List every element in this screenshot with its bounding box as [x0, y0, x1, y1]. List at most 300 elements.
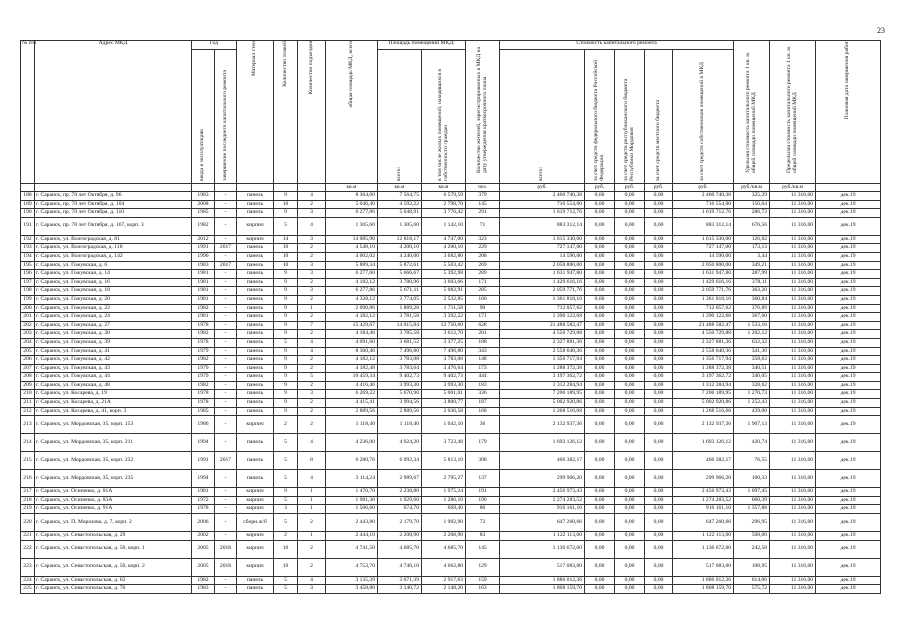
cell-residents: 190 — [466, 496, 500, 505]
cell-wall-material: панель — [237, 270, 274, 279]
cell-floors: 2 — [274, 532, 298, 541]
cell-year-last-repair: - — [215, 356, 237, 365]
cell-max-cost: 11 316,00 — [770, 505, 816, 514]
cell-owners-funds: 1 619 712,76 — [673, 209, 734, 218]
cell-entrances: 4 — [298, 347, 326, 356]
cell-rep-budget: 0,00 — [615, 407, 645, 416]
cell-rep-budget: 0,00 — [615, 505, 645, 514]
cell-fed-budget: 0,00 — [585, 244, 615, 253]
cell-local-budget: 0,00 — [645, 434, 673, 452]
cell-rep-budget: 0,00 — [615, 321, 645, 330]
cell-plan-date: дек.19 — [816, 347, 881, 356]
cell-cost-total: 4 550 729,88 — [500, 330, 585, 339]
cell-plan-date: дек.19 — [816, 244, 881, 253]
cell-plan-date: дек.19 — [816, 373, 881, 382]
cell-max-cost: 11 316,00 — [770, 200, 816, 209]
cell-year-last-repair: - — [215, 278, 237, 287]
cell-max-cost: 11 316,00 — [770, 381, 816, 390]
table-row — [21, 399, 881, 408]
cell-max-cost: 11 316,00 — [770, 416, 816, 434]
cell-fed-budget: 0,00 — [585, 399, 615, 408]
cell-area-residential: 2 036,58 — [422, 407, 466, 416]
cell-area-residential: 3 800,77 — [422, 399, 466, 408]
cell-area-all: 4 592,22 — [378, 200, 422, 209]
cell-cost-total: 1 886 012,36 — [500, 576, 585, 585]
cell-plan-date: дек.19 — [816, 416, 881, 434]
cell-fed-budget: 0,00 — [585, 217, 615, 235]
cell-plan-date: дек.19 — [816, 470, 881, 488]
unit-cell: кв.м — [422, 184, 466, 192]
cell-max-cost: 11 316,00 — [770, 338, 816, 347]
cell-rep-budget: 0,00 — [615, 192, 645, 201]
cell-wall-material: панель — [237, 585, 274, 594]
cell-owners-funds: 1 136 672,00 — [673, 540, 734, 558]
cell-entrances: 1 — [298, 532, 326, 541]
cell-floors: 9 — [274, 192, 298, 201]
cell-local-budget: 0,00 — [645, 313, 673, 322]
cell-residents: 166 — [466, 295, 500, 304]
cell-max-cost: 11 316,00 — [770, 576, 816, 585]
cell-owners-funds: 1 429 616,16 — [673, 278, 734, 287]
unit-cell: кв.м — [326, 184, 378, 192]
cell-year-last-repair: - — [215, 200, 237, 209]
table-row — [21, 576, 881, 585]
cell-address: г. Саранск, ул. Гожувская, д. 30 — [35, 330, 192, 339]
cell-floors: 9 — [274, 295, 298, 304]
cell-floors: 9 — [274, 373, 298, 382]
cell-max-cost: 11 316,00 — [770, 407, 816, 416]
cell-total-area: 3 135,39 — [326, 576, 378, 585]
cell-residents: 148 — [466, 356, 500, 365]
cell-year-commission: 2005 — [192, 558, 215, 576]
cell-plan-date: дек.19 — [816, 540, 881, 558]
cell-entrances: 2 — [298, 330, 326, 339]
cell-row-num: 218 — [21, 496, 35, 505]
cell-max-cost: 11 316,00 — [770, 514, 816, 532]
header-area-all: всего: — [378, 50, 422, 184]
cell-fed-budget: 0,00 — [585, 576, 615, 585]
cell-entrances: 2 — [298, 244, 326, 253]
cell-floors: 5 — [274, 514, 298, 532]
cell-entrances: 3 — [298, 585, 326, 594]
cell-owners-funds: 727 147,00 — [673, 244, 734, 253]
cell-wall-material: панель — [237, 338, 274, 347]
cell-total-area: 15 429,67 — [326, 321, 378, 330]
cell-address: г. Саранск, ул. Гожувская, д. 18 — [35, 287, 192, 296]
cell-plan-date: дек.19 — [816, 330, 881, 339]
cell-year-last-repair: - — [215, 287, 237, 296]
cell-max-cost: 11 316,00 — [770, 488, 816, 497]
cell-row-num: 205 — [21, 347, 35, 356]
cell-fed-budget: 0,00 — [585, 330, 615, 339]
cell-plan-date: дек.19 — [816, 532, 881, 541]
cell-owners-funds: 5 002 920,86 — [673, 399, 734, 408]
cell-address: г. Саранск, ул. Осипенко, д. 91А — [35, 505, 192, 514]
cell-local-budget: 0,00 — [645, 416, 673, 434]
cell-area-all: 9 402,73 — [378, 373, 422, 382]
cell-row-num: 194 — [21, 252, 35, 261]
cell-owners-funds: 2 050 800,00 — [673, 261, 734, 270]
cell-cost-total: 2 327 881,36 — [500, 338, 585, 347]
cell-wall-material: панель — [237, 252, 274, 261]
cell-owners-funds: 2 327 881,36 — [673, 338, 734, 347]
cell-rep-budget: 0,00 — [615, 304, 645, 313]
cell-entrances: 2 — [298, 295, 326, 304]
cell-cost-total: 1 312 284,94 — [500, 381, 585, 390]
header-area-residential: в том числе жилых помещений, находящихся в собственности граждан — [422, 50, 466, 184]
cell-unit-cost: 508,00 — [734, 532, 770, 541]
cell-local-budget: 0,00 — [645, 295, 673, 304]
cell-local-budget: 0,00 — [645, 452, 673, 470]
table-row — [21, 505, 881, 514]
cell-residents: 628 — [466, 321, 500, 330]
cell-area-residential: 3 392,22 — [422, 313, 466, 322]
cell-total-area: 8 364,60 — [326, 192, 378, 201]
cell-total-area: 4 184,46 — [326, 330, 378, 339]
cell-max-cost: 11 316,00 — [770, 235, 816, 244]
cell-max-cost: 11 316,00 — [770, 304, 816, 313]
cell-year-last-repair: - — [215, 390, 237, 399]
cell-plan-date: дек.19 — [816, 488, 881, 497]
cell-wall-material: панель — [237, 434, 274, 452]
cell-residents: 83 — [466, 532, 500, 541]
cell-floors: 10 — [274, 261, 298, 270]
cell-area-all: 3 783,64 — [378, 364, 422, 373]
cell-floors: 9 — [274, 356, 298, 365]
unit-cell: руб. — [500, 184, 585, 192]
cell-cost-total: 1 631 947,80 — [500, 270, 585, 279]
cell-total-area: 4 182,12 — [326, 313, 378, 322]
cell-area-residential: 7 496,80 — [422, 347, 466, 356]
cell-local-budget: 0,00 — [645, 217, 673, 235]
table-row — [21, 381, 881, 390]
cell-cost-total: 712 057,62 — [500, 304, 585, 313]
cell-row-num: 197 — [21, 278, 35, 287]
cell-row-num: 220 — [21, 514, 35, 532]
cell-cost-total: 517 083,00 — [500, 558, 585, 576]
table-row — [21, 532, 881, 541]
cell-year-last-repair: - — [215, 338, 237, 347]
cell-address: г. Саранск, пр. 70 лет Октября, д. 96 — [35, 192, 192, 201]
cell-floors: 9 — [274, 287, 298, 296]
cell-unit-cost: 126,02 — [734, 235, 770, 244]
cell-local-budget: 0,00 — [645, 235, 673, 244]
header-residents: Количество жителей, зарегистрированных в МКД на дату утверждения краткосрочного плана — [466, 41, 500, 184]
cell-rep-budget: 0,00 — [615, 452, 645, 470]
cell-row-num: 204 — [21, 338, 35, 347]
cell-plan-date: дек.19 — [816, 200, 881, 209]
cell-plan-date: дек.19 — [816, 304, 881, 313]
cell-wall-material: панель — [237, 261, 274, 270]
header-owners-funds: за счет средств собственников помещений в МКД — [673, 50, 734, 184]
cell-fed-budget: 0,00 — [585, 488, 615, 497]
cell-year-last-repair: 2017 — [215, 261, 237, 270]
cell-residents: 183 — [466, 381, 500, 390]
cell-address: г. Саранск, ул. Гожувская, д. 16 — [35, 278, 192, 287]
cell-total-area: 4 741,50 — [326, 540, 378, 558]
cell-residents: 291 — [466, 209, 500, 218]
cell-area-all: 1 889,28 — [378, 304, 422, 313]
cell-residents: 145 — [466, 540, 500, 558]
cell-total-area: 3 114,24 — [326, 470, 378, 488]
cell-floors: 5 — [274, 434, 298, 452]
cell-year-commission: 2005 — [192, 540, 215, 558]
cell-residents: 171 — [466, 313, 500, 322]
cell-residents: 179 — [466, 434, 500, 452]
cell-cost-total: 647 260,66 — [500, 514, 585, 532]
cell-max-cost: 11 316,00 — [770, 373, 816, 382]
cell-area-all: 3 783,08 — [378, 356, 422, 365]
cell-max-cost: 11 316,00 — [770, 192, 816, 201]
cell-owners-funds: 14 590,00 — [673, 252, 734, 261]
unit-cell: руб. — [585, 184, 615, 192]
cell-wall-material: кирпич — [237, 532, 274, 541]
cell-owners-funds: 517 083,00 — [673, 558, 734, 576]
cell-year-last-repair: - — [215, 313, 237, 322]
cell-address: г. Саранск, ул. Севастопольская, д. 50, корп. 2 — [35, 558, 192, 576]
cell-row-num: 189 — [21, 200, 35, 209]
cell-row-num: 188 — [21, 192, 35, 201]
cell-residents: 336 — [466, 390, 500, 399]
cell-year-commission: 2008 — [192, 200, 215, 209]
cell-cost-total: 14 590,00 — [500, 252, 585, 261]
cell-unit-cost: 3,44 — [734, 252, 770, 261]
table-row — [21, 347, 881, 356]
cell-year-commission: 1978 — [192, 399, 215, 408]
cell-floors: 9 — [274, 399, 298, 408]
cell-unit-cost: 363,20 — [734, 287, 770, 296]
cell-residents: 343 — [466, 347, 500, 356]
unit-cell: руб. — [673, 184, 734, 192]
cell-year-commission: 1978 — [192, 505, 215, 514]
cell-year-commission: 1982 — [192, 356, 215, 365]
cell-address: г. Саранск, ул. Гожувская, д. 43 — [35, 364, 192, 373]
table-row — [21, 558, 881, 576]
cell-owners-funds: 1 274 283,52 — [673, 496, 734, 505]
cell-year-last-repair: - — [215, 364, 237, 373]
cell-total-area: 4 236,00 — [326, 434, 378, 452]
cell-plan-date: дек.19 — [816, 514, 881, 532]
cell-total-area: 2 443,80 — [326, 514, 378, 532]
cell-area-residential: 5 503,42 — [422, 261, 466, 270]
cell-year-last-repair: 2018 — [215, 540, 237, 558]
cell-cost-total: 21 488 582,47 — [500, 321, 585, 330]
cell-residents: 72 — [466, 514, 500, 532]
cell-max-cost: 11 316,00 — [770, 496, 816, 505]
cell-residents: 308 — [466, 452, 500, 470]
cell-year-commission: 1986 — [192, 416, 215, 434]
cell-fed-budget: 0,00 — [585, 261, 615, 270]
cell-plan-date: дек.19 — [816, 381, 881, 390]
cell-rep-budget: 0,00 — [615, 558, 645, 576]
cell-total-area: 4 182,48 — [326, 364, 378, 373]
cell-local-budget: 0,00 — [645, 287, 673, 296]
cell-year-last-repair: - — [215, 434, 237, 452]
cell-total-area: 4 415,41 — [326, 399, 378, 408]
cell-entrances: 3 — [298, 287, 326, 296]
cell-area-all: 3 071,39 — [378, 576, 422, 585]
cell-area-residential: 2 795,27 — [422, 470, 466, 488]
header-rep-budget: за счет средств республиканского бюджета Республики Мордовия — [615, 50, 645, 184]
cell-rep-budget: 0,00 — [615, 532, 645, 541]
cell-local-budget: 0,00 — [645, 488, 673, 497]
cell-row-num: 200 — [21, 304, 35, 313]
cell-wall-material: панель — [237, 356, 274, 365]
cell-area-all: 4 240,00 — [378, 252, 422, 261]
cell-cost-total: 916 161,10 — [500, 505, 585, 514]
cell-max-cost: 11 316,00 — [770, 540, 816, 558]
cell-year-last-repair: 2018 — [215, 558, 237, 576]
cell-rep-budget: 0,00 — [615, 200, 645, 209]
cell-address: г. Саранск, ул. Гожувская, д. 14 — [35, 270, 192, 279]
cell-address: г. Саранск, ул. Гожувская, д. 39 — [35, 338, 192, 347]
table-row — [21, 452, 881, 470]
cell-area-all: 2 208,90 — [378, 532, 422, 541]
cell-owners-funds: 21 488 582,47 — [673, 321, 734, 330]
cell-residents: 137 — [466, 470, 500, 488]
table-row — [21, 488, 881, 497]
cell-rep-budget: 0,00 — [615, 514, 645, 532]
cell-cost-total: 1 136 672,00 — [500, 540, 585, 558]
cell-address: г. Саранск, ул. Гожувская, д. 24 — [35, 313, 192, 322]
cell-plan-date: дек.19 — [816, 295, 881, 304]
cell-area-residential: 669,40 — [422, 505, 466, 514]
cell-cost-total: 299 966,20 — [500, 470, 585, 488]
cell-rep-budget: 0,00 — [615, 373, 645, 382]
cell-year-last-repair: - — [215, 330, 237, 339]
cell-owners-funds: 712 057,62 — [673, 304, 734, 313]
unit-cell: руб./кв.м — [734, 184, 770, 192]
cell-owners-funds: 1 122 113,00 — [673, 532, 734, 541]
cell-area-residential: 1 142,10 — [422, 217, 466, 235]
cell-plan-date: дек.19 — [816, 278, 881, 287]
cell-cost-total: 2 132 937,36 — [500, 416, 585, 434]
cell-plan-date: дек.19 — [816, 287, 881, 296]
cell-cost-total: 1 356 717,94 — [500, 356, 585, 365]
cell-year-commission: 1983 — [192, 192, 215, 201]
cell-residents: 171 — [466, 278, 500, 287]
cell-unit-cost: 325,29 — [734, 192, 770, 201]
cell-plan-date: дек.19 — [816, 505, 881, 514]
table-row — [21, 540, 881, 558]
cell-fed-budget: 0,00 — [585, 295, 615, 304]
cell-residents: 201 — [466, 330, 500, 339]
cell-area-all: 3 994,56 — [378, 399, 422, 408]
cell-local-budget: 0,00 — [645, 270, 673, 279]
cell-entrances: 4 — [298, 434, 326, 452]
cell-address: г. Саранск, пр. 70 лет Октября, д. 110 — [35, 209, 192, 218]
cell-fed-budget: 0,00 — [585, 313, 615, 322]
cell-max-cost: 11 316,00 — [770, 390, 816, 399]
cell-wall-material: кирпич — [237, 416, 274, 434]
cell-area-all: 5 671,11 — [378, 287, 422, 296]
cell-area-residential: 5 082,91 — [422, 287, 466, 296]
cell-row-num: 193 — [21, 244, 35, 253]
header-year-commission: ввода в эксплуатацию — [192, 50, 215, 184]
table-row — [21, 434, 881, 452]
cell-area-residential: 5 001,01 — [422, 390, 466, 399]
cell-plan-date: дек.19 — [816, 558, 881, 576]
cell-fed-budget: 0,00 — [585, 192, 615, 201]
cell-row-num: 219 — [21, 505, 35, 514]
cell-address: г. Саранск, ул. Осипенко, д. 83А — [35, 496, 192, 505]
cell-year-last-repair: - — [215, 252, 237, 261]
cell-row-num: 196 — [21, 270, 35, 279]
header-year-last-repair: завершение последнего капитального ремонта — [215, 50, 237, 184]
cell-year-commission: 1979 — [192, 373, 215, 382]
cell-max-cost: 11 316,00 — [770, 295, 816, 304]
cell-wall-material: панель — [237, 244, 274, 253]
cell-wall-material: панель — [237, 321, 274, 330]
cell-rep-budget: 0,00 — [615, 540, 645, 558]
cell-entrances: 4 — [298, 217, 326, 235]
cell-max-cost: 11 316,00 — [770, 470, 816, 488]
header-max-cost: Предельная стоимость капитального ремонта 1 кв. м. общей площади помещений МКД — [770, 41, 816, 184]
cell-local-budget: 0,00 — [645, 252, 673, 261]
header-fed-budget: за счет средств федерального бюджета Российской Федерации — [585, 50, 615, 184]
cell-year-commission: 1982 — [192, 304, 215, 313]
cell-address: г. Саранск, ул. Волгоградская, д. 81 — [35, 235, 192, 244]
cell-floors: 10 — [274, 200, 298, 209]
cell-total-area: 2 444,10 — [326, 532, 378, 541]
cell-area-all: 5 670,90 — [378, 390, 422, 399]
cell-fed-budget: 0,00 — [585, 407, 615, 416]
table-row — [21, 585, 881, 594]
cell-floors: 10 — [274, 244, 298, 253]
cell-local-budget: 0,00 — [645, 381, 673, 390]
cell-entrances: 2 — [298, 399, 326, 408]
cell-total-area: 10 459,34 — [326, 373, 378, 382]
cell-entrances: 2 — [298, 356, 326, 365]
cell-entrances: 2 — [298, 381, 326, 390]
table-row — [21, 278, 881, 287]
cell-row-num: 223 — [21, 558, 35, 576]
cell-year-commission: 1994 — [192, 434, 215, 452]
cell-entrances: 4 — [298, 576, 326, 585]
cell-owners-funds: 2 456 973,43 — [673, 488, 734, 497]
cell-rep-budget: 0,00 — [615, 270, 645, 279]
page-number: 23 — [877, 26, 885, 35]
cell-floors: 5 — [274, 585, 298, 594]
cell-total-area: 8 360,46 — [326, 347, 378, 356]
cell-residents: 323 — [466, 235, 500, 244]
cell-area-all: 2 238,80 — [378, 488, 422, 497]
cell-area-residential: 2 148,20 — [422, 585, 466, 594]
cell-rep-budget: 0,00 — [615, 313, 645, 322]
cell-max-cost: 11 316,00 — [770, 287, 816, 296]
cell-entrances: 1 — [298, 488, 326, 497]
cell-fed-budget: 0,00 — [585, 470, 615, 488]
cell-area-residential: 1 711,58 — [422, 304, 466, 313]
cell-row-num: 222 — [21, 540, 35, 558]
cell-entrances: 8 — [298, 452, 326, 470]
cell-year-commission: 1978 — [192, 390, 215, 399]
cell-floors: 3 — [274, 505, 298, 514]
table-row — [21, 496, 881, 505]
cell-total-area: 6 277,60 — [326, 270, 378, 279]
cell-year-last-repair: - — [215, 496, 237, 505]
cell-total-area: 4 602,02 — [326, 252, 378, 261]
cell-rep-budget: 0,00 — [615, 217, 645, 235]
cell-area-residential: 3 603,66 — [422, 278, 466, 287]
cell-unit-cost: 1 907,13 — [734, 416, 770, 434]
cell-plan-date: дек.19 — [816, 576, 881, 585]
cell-owners-funds: 7 206 189,95 — [673, 390, 734, 399]
header-num: № п/п — [21, 41, 35, 184]
table-row — [21, 321, 881, 330]
cell-local-budget: 0,00 — [645, 373, 673, 382]
cell-year-commission: 1991 — [192, 244, 215, 253]
